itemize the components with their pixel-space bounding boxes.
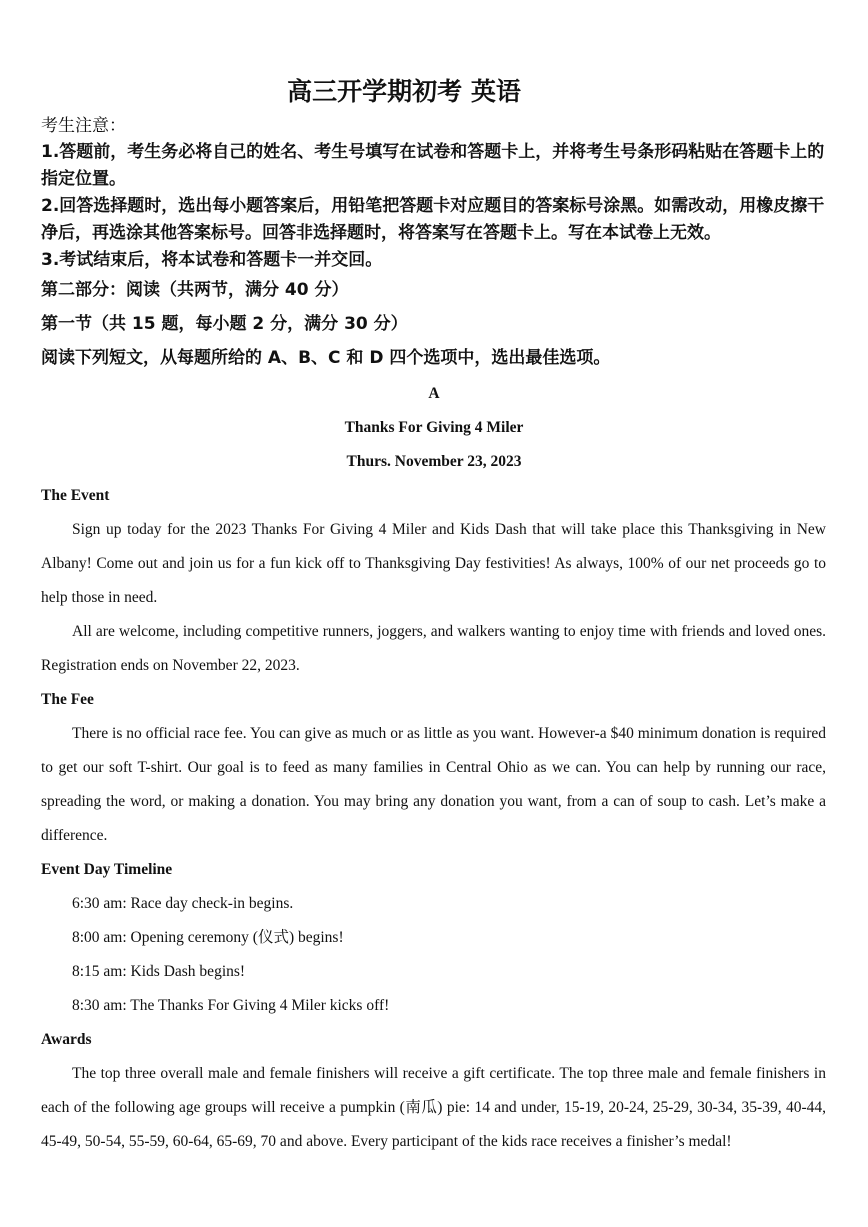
awards-paragraph: The top three overall male and female finishers will receive a gift certificate. The top three male and female finishers in each of the following age groups will receive a pumpkin (南瓜) pie: 14 and under, 15-19, 20-24, 25-29, 30-34, 35-39, 40-44, 45-49, 50-54, 55-59, 60-64, 65-69, 70 and above. Every participant of the kids race receives a finisher’s medal! — [41, 1065, 826, 1150]
page-title: 高三开学期初考 英语 — [287, 77, 521, 106]
timeline-item: 8:30 am: The Thanks For Giving 4 Miler kicks off! — [72, 997, 390, 1014]
notice-label: 考生注意： — [41, 116, 126, 136]
event-paragraph-1: Sign up today for the 2023 Thanks For Giving 4 Miler and Kids Dash that will take place this Thanksgiving in New Albany! Come out and join us for a fun kick off to Thanksgiving Day festivities! As always, 100% of our net proceeds go to help those in need. — [41, 521, 826, 606]
instruction-item-3: 3.考试结束后，将本试卷和答题卡一并交回。 — [41, 250, 383, 270]
fee-paragraph: There is no official race fee. You can give as much or as little as you want. However-a $40 minimum donation is required to get our soft T-shirt. Our goal is to feed as many families in Central Ohio as we can. You can help by running our race, spreading the word, or making a donation. You may bring any donation you want, from a can of soup to cash. Let’s make a difference. — [41, 725, 826, 844]
timeline-item: 8:15 am: Kids Dash begins! — [72, 963, 246, 980]
timeline-item: 8:00 am: Opening ceremony (仪式) begins! — [72, 929, 344, 946]
subsection-heading: 第一节（共 15 题，每小题 2 分，满分 30 分） — [41, 314, 408, 334]
reading-direction: 阅读下列短文，从每题所给的 A、B、C 和 D 四个选项中，选出最佳选项。 — [41, 348, 611, 368]
section-part-heading: 第二部分：阅读（共两节，满分 40 分） — [41, 280, 349, 300]
event-paragraph-2: All are welcome, including competitive runners, joggers, and walkers wanting to enjoy time with friends and loved ones. Registration ends on November 22, 2023. — [41, 623, 826, 674]
fee-heading: The Fee — [41, 691, 94, 708]
passage-letter: A — [428, 385, 440, 402]
event-heading: The Event — [41, 487, 110, 504]
awards-heading: Awards — [41, 1031, 92, 1048]
timeline-heading: Event Day Timeline — [41, 861, 173, 878]
timeline-item: 6:30 am: Race day check-in begins. — [72, 895, 294, 912]
passage-title: Thanks For Giving 4 Miler — [344, 419, 524, 436]
instruction-item-2: 2.回答选择题时，选出每小题答案后，用铅笔把答题卡对应题目的答案标号涂黑。如需改动，用橡皮擦干净后，再选涂其他答案标号。回答非选择题时，将答案写在答题卡上。写在本试卷上无效。 — [41, 196, 825, 243]
instruction-item-1: 1.答题前，考生务必将自己的姓名、考生号填写在试卷和答题卡上，并将考生号条形码粘贴在答题卡上的指定位置。 — [41, 142, 825, 189]
passage-date: Thurs. November 23, 2023 — [346, 453, 522, 470]
